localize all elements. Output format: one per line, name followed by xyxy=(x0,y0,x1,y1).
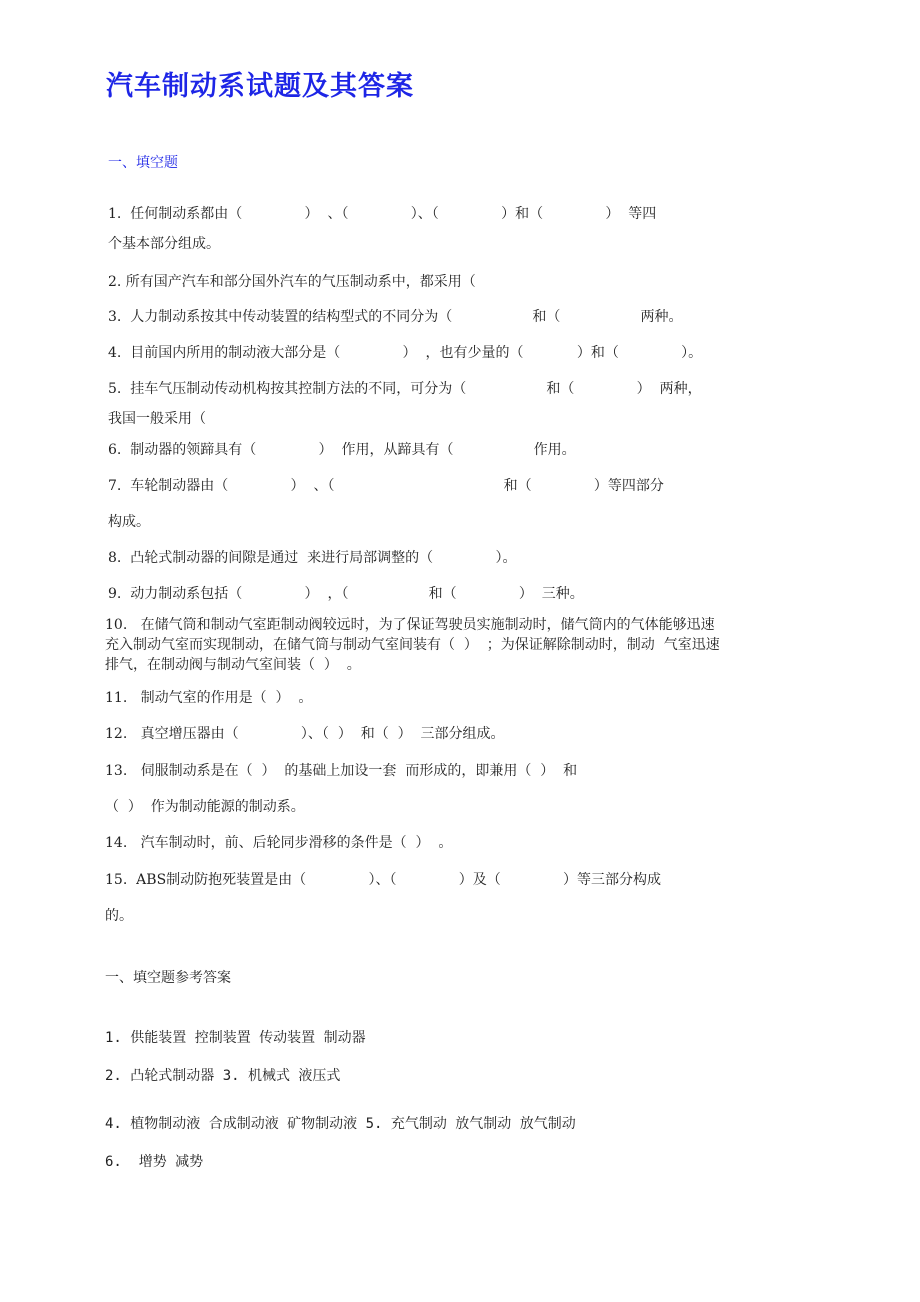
answer-line-4: 6. 增势 减势 xyxy=(105,1154,204,1170)
answers-heading: 一、填空题参考答案 xyxy=(105,970,231,986)
answer-line-1: 1. 供能装置 控制装置 传动装置 制动器 xyxy=(105,1030,366,1046)
question-10-line-2: 充入制动气室而实现制动，在储气筒与制动气室间装有（ ） ；为保证解除制动时，制动 气室迅速 xyxy=(105,637,720,653)
question-7-line-2: 构成。 xyxy=(108,514,150,530)
question-6: 6. 制动器的领蹄具有（ ） 作用，从蹄具有（ 作用。 xyxy=(108,442,576,458)
question-10-line-3: 排气，在制动阀与制动气室间装（ ） 。 xyxy=(105,657,361,673)
question-1-line-1: 1. 任何制动系都由（ ） 、（ ）、（ ）和（ ） 等四 xyxy=(108,206,657,222)
question-5-line-1: 5. 挂车气压制动传动机构按其控制方法的不同，可分为（ 和（ ） 两种， xyxy=(108,381,702,397)
question-8: 8. 凸轮式制动器的间隙是通过 来进行局部调整的（ ）。 xyxy=(108,550,517,566)
answer-line-3: 4. 植物制动液 合成制动液 矿物制动液 5. 充气制动 放气制动 放气制动 xyxy=(105,1116,576,1132)
question-15-line-1: 15. ABS制动防抱死装置是由（ ）、（ ）及（ ）等三部分构成 xyxy=(105,872,662,888)
question-2: 2. 所有国产汽车和部分国外汽车的气压制动系中，都采用（ xyxy=(108,274,476,290)
question-14: 14. 汽车制动时，前、后轮同步滑移的条件是（ ） 。 xyxy=(105,835,453,851)
question-3: 3. 人力制动系按其中传动装置的结构型式的不同分为（ 和（ 两种。 xyxy=(108,309,683,325)
question-9: 9. 动力制动系包括（ ） ，（ 和（ ） 三种。 xyxy=(108,586,584,602)
question-4: 4. 目前国内所用的制动液大部分是（ ） ，也有少量的（ ）和（ ）。 xyxy=(108,345,703,361)
answer-line-2: 2. 凸轮式制动器 3. 机械式 液压式 xyxy=(105,1068,341,1084)
question-13-line-1: 13. 伺服制动系是在（ ） 的基础上加设一套 而形成的，即兼用（ ） 和 xyxy=(105,763,578,779)
question-13-line-2: （ ） 作为制动能源的制动系。 xyxy=(105,799,305,815)
section-heading: 一、填空题 xyxy=(108,155,178,171)
question-12: 12. 真空增压器由（ ）、（ ） 和（ ） 三部分组成。 xyxy=(105,726,505,742)
question-5-line-2: 我国一般采用（ xyxy=(108,411,206,427)
page-title: 汽车制动系试题及其答案 xyxy=(106,71,414,102)
question-11: 11. 制动气室的作用是（ ） 。 xyxy=(105,690,313,706)
question-1-line-2: 个基本部分组成。 xyxy=(108,236,220,252)
question-7-line-1: 7. 车轮制动器由（ ） 、（ 和（ ）等四部分 xyxy=(108,478,664,494)
question-15-line-2: 的。 xyxy=(105,908,133,924)
question-10-line-1: 10. 在储气筒和制动气室距制动阀较远时，为了保证驾驶员实施制动时，储气筒内的气体能够迅速 xyxy=(105,617,715,633)
